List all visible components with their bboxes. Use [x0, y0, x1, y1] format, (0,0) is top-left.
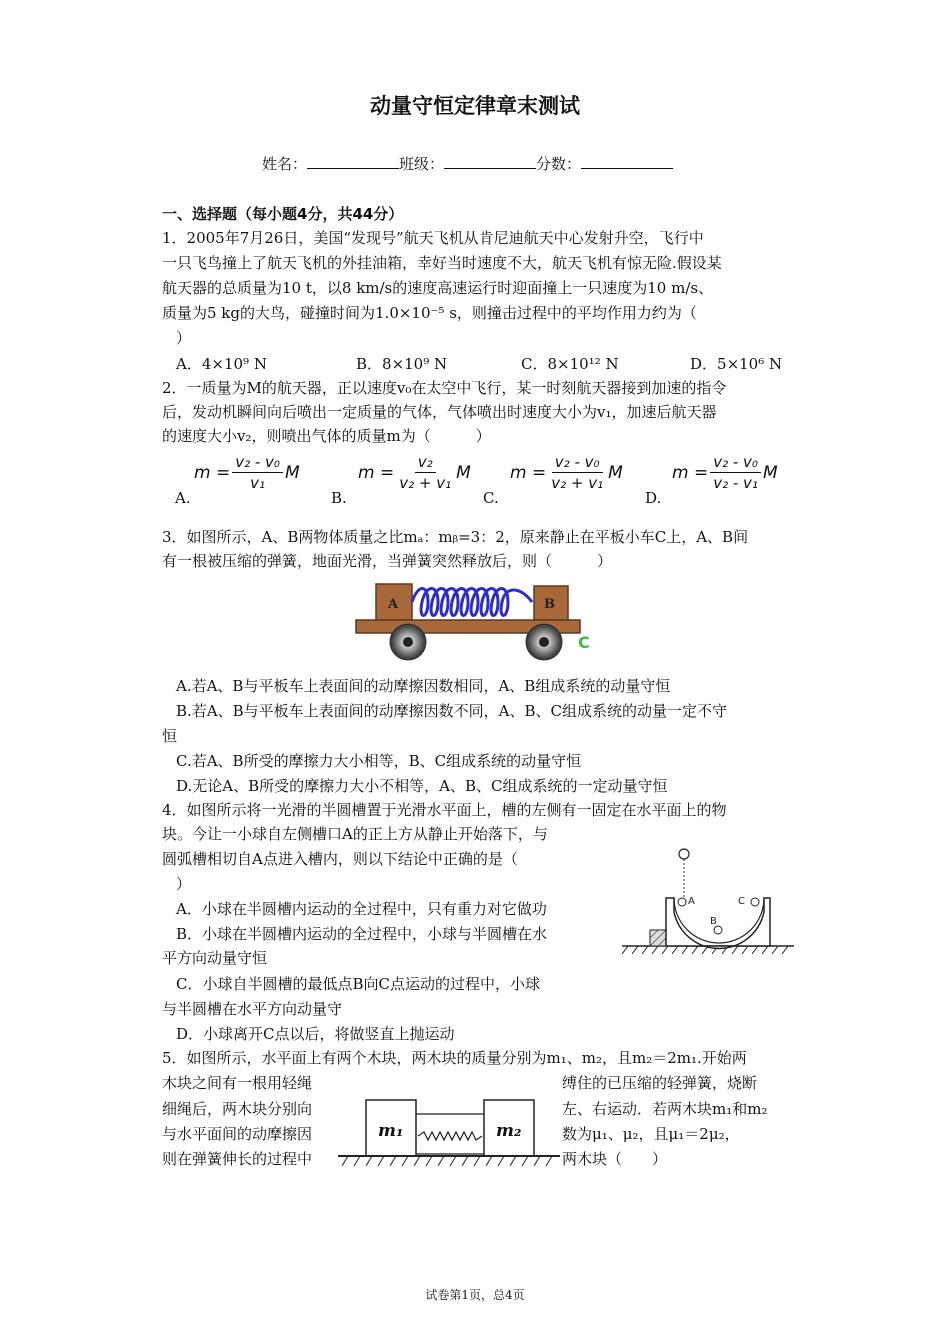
q1-line: 1．2005年7月26日，美国“发现号”航天飞机从肯尼迪航天中心发射升空，飞行中 — [162, 229, 704, 247]
student-info-line — [262, 152, 673, 176]
block-m2-label: m₂ — [496, 1121, 522, 1141]
point-c-label: C — [738, 896, 745, 907]
q1-option-c: C．8×10¹² N — [521, 355, 619, 373]
q5-left-line: 木块之间有一根用轻绳 — [162, 1074, 313, 1092]
block-m1-label: m₁ — [378, 1121, 404, 1141]
q1-line: 航天器的总质量为10 t，以8 km/s的速度高速运行时迎面撞上一只速度为10 m/s、 — [162, 279, 714, 297]
q2-option-d-letter: D. — [645, 489, 662, 507]
q5-right-line: 两木块（ ） — [562, 1150, 668, 1168]
spring — [412, 589, 532, 616]
q3-option-c: C.若A、B所受的摩擦力大小相等，B、C组成系统的动量守恒 — [176, 752, 582, 770]
q5-left-line: 则在弹簧伸长的过程中 — [162, 1150, 313, 1168]
q5-right-line: 左、右运动．若两木块m₁和m₂ — [562, 1100, 768, 1118]
point-c-ball — [751, 898, 759, 906]
q4-option-b-cont: 平方向动量守恒 — [162, 949, 268, 967]
q2-formula-b: m = $\frac{\text{v₂}}{\text{v₂ + v₁}}$ M — [358, 453, 471, 492]
q4-line: ） — [176, 875, 192, 893]
ground-hatch — [622, 946, 788, 954]
q4-line: 4．如图所示将一光滑的半圆槽置于光滑水平面上，槽的左侧有一固定在水平面上的物 — [162, 801, 727, 819]
point-b-ball — [714, 926, 722, 934]
block-a-label: A — [388, 597, 399, 612]
q2-option-b-letter: B. — [331, 489, 347, 507]
name-label: 姓名： — [262, 155, 308, 173]
spring — [418, 1132, 482, 1140]
q3-cart-figure — [352, 578, 602, 664]
q5-line: 5．如图所示，水平面上有两个木块，两木块的质量分别为m₁、m₂，且m₂＝2m₁.开始两 — [162, 1049, 747, 1067]
q1-line: ） — [176, 329, 192, 347]
drop-ball — [679, 849, 689, 859]
q1-option-d: D．5×10⁶ N — [690, 355, 783, 373]
q3-line: 3．如图所示，A、B两物体质量之比mₐ：mᵦ=3：2，原来静止在平板小车C上，A、B间 — [162, 528, 749, 546]
wheel-right-hub — [539, 637, 549, 647]
class-label: 班级： — [399, 155, 445, 173]
q2-line: 2．一质量为M的航天器，正以速度v₀在太空中飞行，某一时刻航天器接到加速的指令 — [162, 379, 727, 397]
page-title: 动量守恒定律章末测试 — [370, 94, 580, 118]
q2-option-a-letter: A. — [175, 489, 191, 507]
q3-option-b-cont: 恒 — [162, 727, 178, 745]
q1-line: 质量为5 kg的大鸟，碰撞时间为1.0×10⁻⁵ s，则撞击过程中的平均作用力约为（ — [162, 304, 697, 322]
q2-line: 的速度大小v₂，则喷出气体的质量m为（ ） — [162, 427, 491, 445]
q5-left-line: 与水平面间的动摩擦因 — [162, 1125, 313, 1143]
ground-hatch — [342, 1156, 552, 1166]
q2-formula-d: m = $\frac{\text{v₂ - v₀}}{\text{v₂ - v₁}}$ M — [672, 453, 778, 492]
q4-option-c-cont: 与半圆槽在水平方向动量守 — [162, 1000, 343, 1018]
q2-formula-a: m = $\frac{\text{v₂ - v₀}}{\text{v₁}}$ M — [194, 453, 300, 492]
q4-line: 圆弧槽相切自A点进入槽内，则以下结论中正确的是（ — [162, 850, 518, 868]
q5-right-line: 数为μ₁、μ₂，且μ₁＝2μ₂， — [562, 1125, 740, 1143]
q2-line: 后，发动机瞬间向后喷出一定质量的气体，气体喷出时速度大小为v₁，加速后航天器 — [162, 403, 717, 421]
score-blank — [581, 154, 673, 169]
page-footer: 试卷第1页，总4页 — [425, 1288, 525, 1302]
point-b-label: B — [710, 916, 717, 927]
point-a-label: A — [688, 896, 695, 907]
wheel-left-hub — [403, 637, 413, 647]
q3-option-d: D.无论A、B所受的摩擦力大小不相等，A、B、C组成系统的一定动量守恒 — [176, 777, 668, 795]
q5-left-line: 细绳后，两木块分别向 — [162, 1100, 313, 1118]
score-label: 分数： — [536, 155, 582, 173]
class-blank — [444, 154, 536, 169]
q4-option-c: C．小球自半圆槽的最低点B向C点运动的过程中，小球 — [176, 975, 540, 993]
block-b-label: B — [544, 597, 555, 612]
cart-c-label: C — [578, 633, 590, 652]
q4-option-d: D．小球离开C点以后，将做竖直上抛运动 — [176, 1025, 455, 1043]
q4-option-b: B．小球在半圆槽内运动的全过程中，小球与半圆槽在水 — [176, 925, 548, 943]
section-heading: 一、选择题（每小题4分，共44分） — [162, 205, 404, 223]
q1-option-a: A．4×10⁹ N — [176, 355, 267, 373]
q3-option-b: B.若A、B与平板车上表面间的动摩擦因数不同，A、B、C组成系统的动量一定不守 — [176, 702, 727, 720]
name-blank — [307, 154, 399, 169]
q3-line: 有一根被压缩的弹簧，地面光滑，当弹簧突然释放后，则（ ） — [162, 552, 613, 570]
q4-trough-figure — [618, 842, 798, 958]
q5-blocks-figure — [336, 1096, 562, 1174]
q5-right-line: 缚住的已压缩的轻弹簧，烧断 — [562, 1074, 758, 1092]
q3-option-a: A.若A、B与平板车上表面间的动摩擦因数相同，A、B组成系统的动量守恒 — [176, 677, 671, 695]
q2-option-c-letter: C. — [483, 489, 499, 507]
point-a-ball — [678, 898, 686, 906]
q1-line: 一只飞鸟撞上了航天飞机的外挂油箱，幸好当时速度不大，航天飞机有惊无险.假设某 — [162, 254, 722, 272]
q2-formula-c: m = $\frac{\text{v₂ - v₀}}{\text{v₂ + v₁}}$ M — [510, 453, 623, 492]
q4-option-a: A．小球在半圆槽内运动的全过程中，只有重力对它做功 — [176, 900, 547, 918]
q1-option-b: B．8×10⁹ N — [356, 355, 448, 373]
q4-line: 块。今让一小球自左侧槽口A的正上方从静止开始落下，与 — [162, 825, 548, 843]
